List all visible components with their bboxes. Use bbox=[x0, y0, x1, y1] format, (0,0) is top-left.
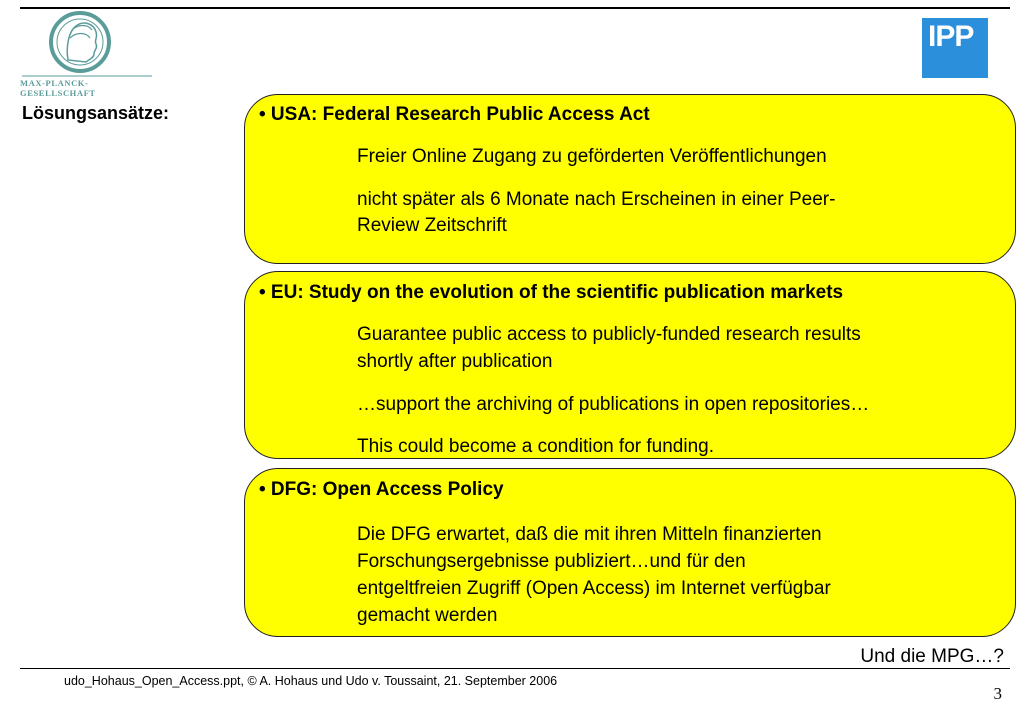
page-number: 3 bbox=[993, 684, 1002, 703]
box-text-line: nicht später als 6 Monate nach Erscheinen in einer Peer- bbox=[357, 189, 836, 210]
footer-rule bbox=[20, 668, 1010, 669]
box-text-line: Freier Online Zugang zu geförderten Veröffentlichungen bbox=[357, 146, 827, 167]
dfg-policy-box bbox=[244, 468, 1016, 637]
box-text-line: gemacht werden bbox=[357, 605, 498, 626]
box-text-line: Guarantee public access to publicly-funded research results bbox=[357, 324, 861, 345]
box-title: • EU: Study on the evolution of the scientific publication markets bbox=[259, 282, 844, 303]
ipp-logo-text: IPP bbox=[928, 20, 974, 53]
box-text-line: Forschungsergebnisse publiziert…und für den bbox=[357, 551, 746, 572]
closing-question: Und die MPG…? bbox=[860, 646, 1004, 667]
header-rule bbox=[20, 7, 1010, 9]
ipp-logo bbox=[922, 18, 988, 78]
section-label: Lösungsansätze: bbox=[22, 103, 170, 123]
mpg-logo bbox=[16, 8, 162, 98]
usa-policy-box bbox=[244, 94, 1016, 264]
box-text-line: Die DFG erwartet, daß die mit ihren Mitteln finanzierten bbox=[357, 524, 822, 545]
box-title: • USA: Federal Research Public Access Act bbox=[259, 104, 650, 125]
box-text-line: …support the archiving of publications in open repositories… bbox=[357, 394, 870, 415]
eu-study-box bbox=[244, 271, 1016, 459]
box-text-line: This could become a condition for funding. bbox=[357, 436, 714, 457]
mpg-logo-text: MAX-PLANCK-GESELLSCHAFT bbox=[20, 78, 96, 98]
box-text-line: shortly after publication bbox=[357, 351, 553, 372]
box-text-line: Review Zeitschrift bbox=[357, 215, 507, 236]
box-text-line: entgeltfreien Zugriff (Open Access) im Internet verfügbar bbox=[357, 578, 831, 599]
box-title: • DFG: Open Access Policy bbox=[259, 479, 504, 500]
footer-citation: udo_Hohaus_Open_Access.ppt, © A. Hohaus und Udo v. Toussaint, 21. September 2006 bbox=[64, 674, 558, 688]
